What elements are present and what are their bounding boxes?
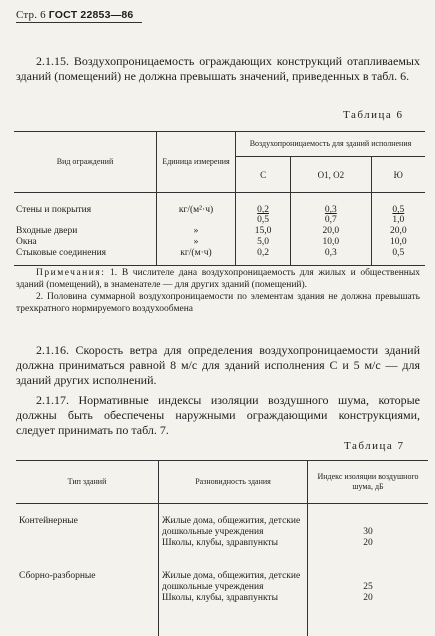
t6-header-c: С: [236, 157, 291, 193]
t6-cell-c: 0,2: [236, 248, 291, 266]
paragraph-2-1-15: 2.1.15. Воздухопроницаемость ограждающих конструкций отапливаемых зданий (помещений) не должна превышать значений, приведенных в табл. 6.: [16, 54, 420, 83]
t6-header-permeability: Воздухопроницаемость для зданий исполнения: [236, 132, 426, 157]
table6-notes: [16, 267, 420, 315]
t6-cell-unit: »: [157, 237, 236, 248]
t6-cell-name: Стены и покрытия: [16, 205, 92, 215]
t6-cell-name: [14, 215, 157, 226]
t6-cell-c: 5,0: [236, 237, 291, 248]
t6-cell-c: 0,2: [257, 205, 270, 215]
t7-cell-variety: Школы, клубы, здравпункты: [159, 593, 308, 636]
standard-number: ГОСТ 22853—86: [48, 9, 134, 21]
table-row: [14, 215, 425, 226]
header-rule: [16, 22, 142, 23]
t7-header-type: Тип зданий: [67, 477, 107, 486]
t6-cell-name: Стыковые соединения: [16, 248, 107, 258]
t7-cell-type: Контейнерные: [19, 516, 78, 526]
t7-header-variety: Разновидность здания: [159, 461, 308, 504]
t6-cell-o: 0,7: [291, 215, 371, 226]
t6-cell-c: 0,5: [236, 215, 291, 226]
t7-cell-index: 30: [308, 504, 429, 539]
t6-cell-name: Входные двери: [16, 226, 78, 236]
table-7: [16, 460, 428, 636]
page-header: [16, 9, 142, 23]
paragraph-2-1-16: 2.1.16. Скорость ветра для определения воздухопроницаемости зданий должна приниматься равной 8 м/с для зданий исполнения С и 5 м/с — для зданий других исполнений.: [16, 343, 420, 387]
t6-header-o: О1, О2: [291, 157, 371, 193]
t6-cell-yu: 1,0: [371, 215, 425, 226]
t6-header-yu: Ю: [371, 157, 425, 193]
t7-cell-variety: Школы, клубы, здравпункты: [159, 538, 308, 571]
notes-label: Примечания:: [36, 268, 106, 278]
t6-cell-c: 15,0: [236, 226, 291, 237]
t6-cell-name: Окна: [16, 237, 37, 247]
table-6: [14, 131, 425, 266]
table-row: [14, 226, 425, 237]
t6-cell-yu: 0,5: [371, 248, 425, 266]
note-1: 1. В числителе дана воздухопроницаемость для жилых и общественных зданий (помещений), в знаменателе — для других зданий (помещений).: [16, 268, 421, 290]
note-2: 2. Половина суммарной воздухопроницаемости по элементам здания не должна превышать трехкратного нормируемого воздухообмена: [16, 292, 420, 314]
t6-cell-o: 10,0: [291, 237, 371, 248]
t7-cell-variety: Жилые дома, общежития, детские дошкольные учреждения: [159, 571, 308, 593]
paragraph-2-1-17: 2.1.17. Нормативные индексы изоляции воздушного шума, которые должны быть обеспечены наружными ограждающими конструкциями, следует принимать по табл. 7.: [16, 393, 420, 437]
table-row: [14, 248, 425, 266]
t6-cell-yu: 10,0: [371, 237, 425, 248]
t6-header-type: Вид ограждений: [56, 157, 114, 166]
t6-cell-unit: [157, 215, 236, 226]
table-row: [14, 237, 425, 248]
page-number: Стр. 6: [16, 9, 46, 21]
t7-cell-variety: Жилые дома, общежития, детские дошкольные учреждения: [159, 504, 308, 539]
t6-cell-yu: 0,5: [392, 205, 405, 215]
table-row: [16, 571, 428, 593]
t7-cell-index: 20: [308, 593, 429, 636]
t6-cell-unit: кг/(м²·ч): [157, 193, 236, 216]
t6-cell-unit: »: [157, 226, 236, 237]
t7-header-index: Индекс изоляции воздушного шума, дБ: [308, 461, 429, 504]
t6-cell-yu: 20,0: [371, 226, 425, 237]
t6-cell-unit: кг/(м·ч): [157, 248, 236, 266]
t6-cell-o: 20,0: [291, 226, 371, 237]
table7-caption: Таблица 7: [344, 440, 405, 452]
t6-cell-o: 0,3: [324, 205, 337, 215]
t6-cell-o: 0,3: [291, 248, 371, 266]
table-row: [14, 193, 425, 216]
t6-header-unit: Единица измерения: [157, 132, 236, 193]
table-row: [16, 504, 428, 539]
table6-caption: Таблица 6: [343, 109, 404, 121]
t7-cell-index: 25: [308, 571, 429, 593]
t7-cell-index: 20: [308, 538, 429, 571]
t7-cell-type: Сборно-разборные: [19, 571, 96, 581]
